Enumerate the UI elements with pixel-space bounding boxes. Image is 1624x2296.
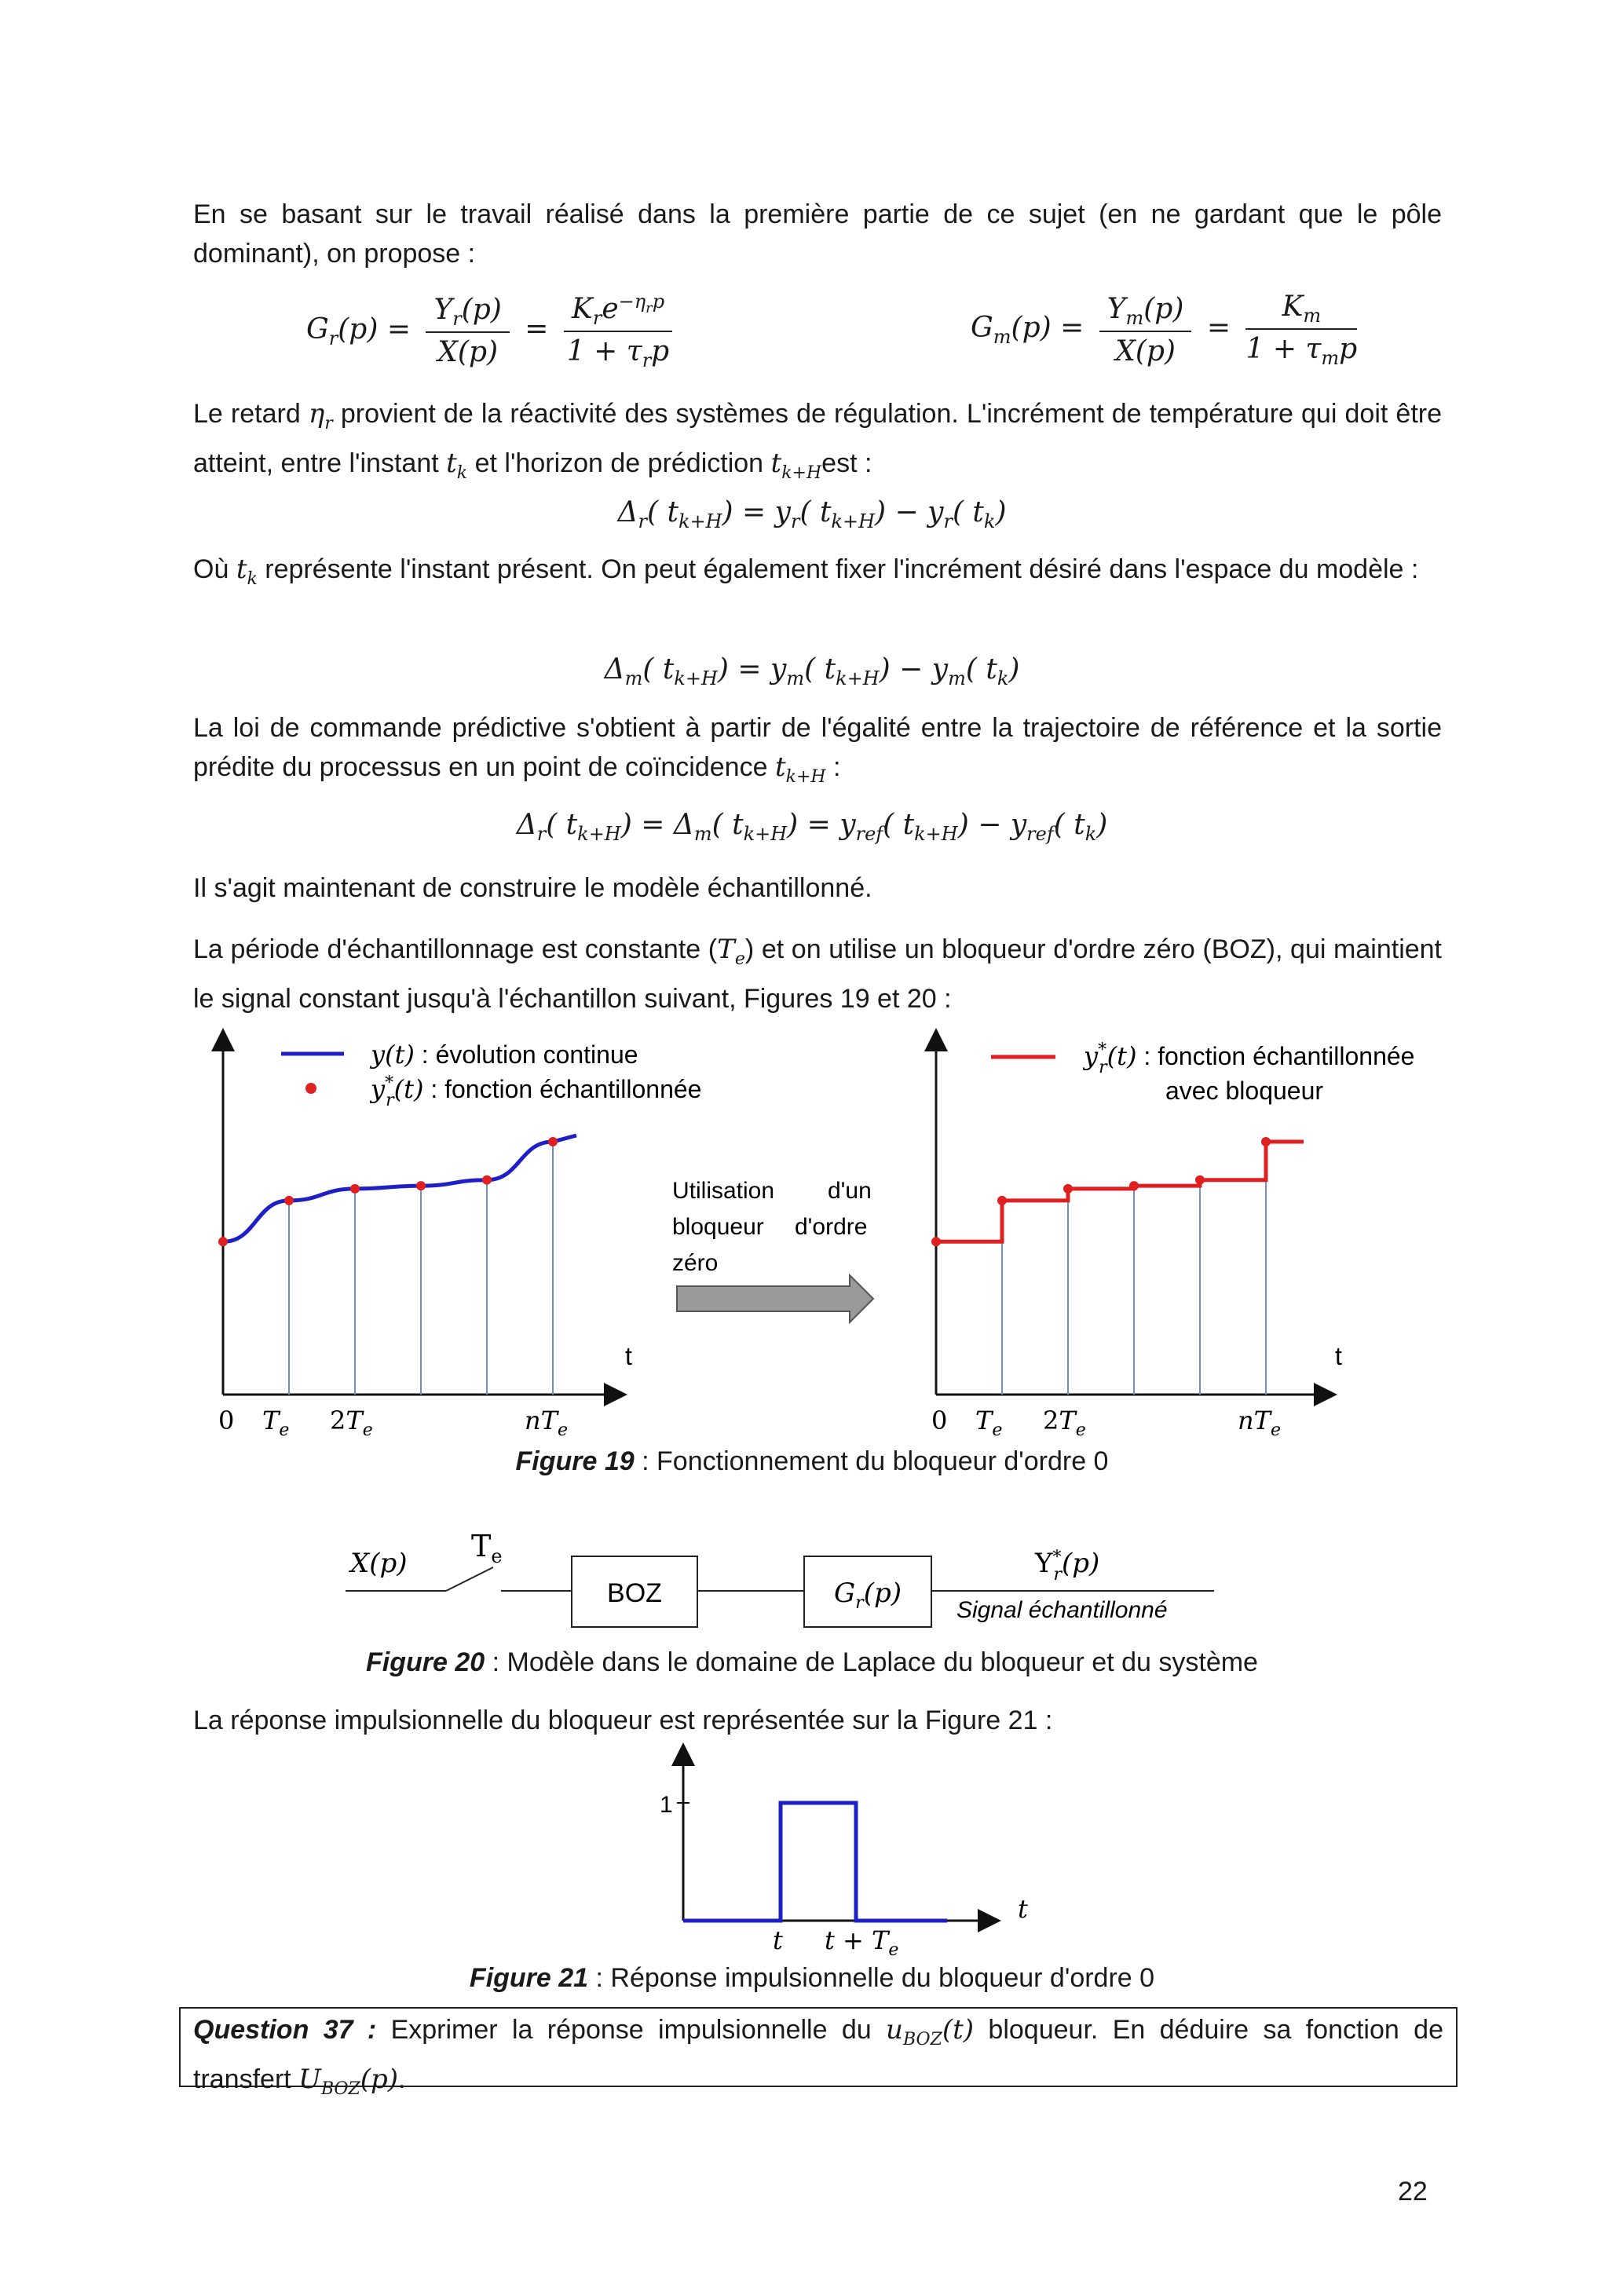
- right-sample-dot: [1261, 1137, 1271, 1146]
- continuous-curve: [223, 1135, 576, 1241]
- retard-paragraph: Le retard $\eta_r$ provient de la réactivité des systèmes de régulation. L'incrément de température qui doit être atteint, entre l'instant $t_k$ et l'horizon de prédiction $t_{k+H}est$ :: [193, 398, 1442, 483]
- arrow-text-2: bloqueur d'ordre: [672, 1214, 868, 1240]
- left-sample-dot: [350, 1184, 360, 1194]
- left-sample-dot: [284, 1196, 294, 1205]
- left-chart-marks: [218, 1135, 576, 1395]
- right-chart-marks: [931, 1137, 1304, 1395]
- right-sample-dot: [1195, 1175, 1205, 1185]
- equation-gr: $G_r(p)$ = $\frac{Y_r(p)}{X(p)}$ = $\frac{K_re^{-\eta_rp}}{1 + \tau_rp}$: [306, 291, 678, 371]
- gr-label: $G_r(p)$: [834, 1578, 902, 1613]
- switch-icon: [446, 1567, 493, 1591]
- equation-gm: $G_m(p)$ = $\frac{Y_m(p)}{X(p)}$ = $\frac{K_m}{1 + \tau_mp}$: [971, 291, 1358, 370]
- output-label: Y* r(p): [1035, 1548, 1100, 1585]
- reponse-paragraph: La réponse impulsionnelle du bloqueur est représentée sur la Figure 21 :: [193, 1706, 1053, 1735]
- left-sample-dot: [416, 1181, 426, 1190]
- fig21-t-label: t: [1018, 1894, 1028, 1924]
- periode-paragraph: La période d'échantillonnage est constante $(T_e)$ et on utilise un bloqueur d'ordre zéro (BOZ), qui maintient le signal constant jusqu'à l'échantillon suivant, Figures 19 et 20 :: [193, 934, 1443, 1014]
- right-sample-dot: [1129, 1181, 1139, 1190]
- intro-paragraph: En se basant sur le travail réalisé dans la première partie de ce sujet (en ne gardant que le pôle dominant), on propose :: [193, 199, 1442, 269]
- equation-delta-r: $\Delta_r$( $t_{k+H}) = y_r$( $t_{k+H}) - y_r$( $t_k$): [617, 496, 1007, 533]
- boz-label: BOZ: [607, 1578, 662, 1608]
- equation-delta-m: $\Delta_m$( $t_{k+H}) = y_m$( $t_{k+H}) - y_m$( $t_k$): [604, 653, 1020, 690]
- arrow-text-3: zéro: [672, 1250, 719, 1276]
- switch-label: $T_e$: [471, 1529, 503, 1567]
- arrow-icon: [677, 1275, 873, 1322]
- gr-lhs: $G_r(p)$ =: [306, 313, 411, 349]
- input-label: X(p): [350, 1548, 408, 1579]
- right-sample-dot: [1063, 1184, 1073, 1194]
- figure-19-caption: Figure 19 : Fonctionnement du bloqueur d'ordre 0: [515, 1446, 1109, 1476]
- output-caption: Signal échantillonné: [956, 1597, 1168, 1623]
- arrow-text-1: Utilisation d'un: [672, 1178, 872, 1204]
- left-t-label: t: [625, 1342, 632, 1370]
- fig21-y-tick: 1: [660, 1792, 673, 1818]
- fig21-tick-t-te: $t + T_e$: [825, 1925, 899, 1960]
- figure-21-caption: Figure 21 : Réponse impulsionnelle du bloqueur d'ordre 0: [469, 1963, 1155, 1993]
- gm-frac1: $\frac{Y_m(p)}{X(p)}$: [1099, 293, 1192, 367]
- legend-sampled-dot: [305, 1083, 316, 1094]
- left-tick-nte: $nT_e$: [525, 1406, 568, 1437]
- impulse-response-curve: [683, 1803, 947, 1921]
- right-tick-nte: $nT_e$: [1238, 1406, 1281, 1437]
- ou-paragraph: Où $t_k$ représente l'instant présent. On peut également fixer l'incrément désiré dans l'espace du modèle :: [193, 554, 1419, 589]
- equation-delta-ref: $\Delta_r$( $t_{k+H}) = \Delta_m$( $t_{k+H}) = y_{ref}$( $t_{k+H}) - y_{ref}$( $t_k$): [516, 809, 1108, 846]
- right-sample-dot: [931, 1237, 941, 1246]
- right-t-label: t: [1335, 1342, 1342, 1370]
- left-tick-0: 0: [218, 1406, 235, 1435]
- held-step-line: [936, 1142, 1304, 1241]
- right-sample-dot: [997, 1196, 1007, 1205]
- right-tick-2te: $2T_e$: [1043, 1406, 1086, 1437]
- left-sample-dot: [548, 1137, 558, 1146]
- page-number: 22: [1398, 2177, 1428, 2206]
- gr-frac2: $\frac{K_re^{-\eta_rp}}{1 + \tau_rp}$: [564, 291, 672, 371]
- figure-20-caption: Figure 20 : Modèle dans le domaine de Laplace du bloqueur et du système: [366, 1647, 1258, 1677]
- right-tick-0: 0: [931, 1406, 948, 1435]
- figure-19: [0, 1013, 1624, 1437]
- gm-frac2: $\frac{K_m}{1 + \tau_mp}$: [1245, 291, 1358, 370]
- legend-sampled-label: y* r(t) : fonction échantillonnée: [371, 1073, 702, 1110]
- loi-paragraph: La loi de commande prédictive s'obtient à partir de l'égalité entre la trajectoire de référence et la sortie prédite du processus en un point de coïncidence $t_{k+H}$ :: [193, 713, 1442, 787]
- left-sample-dot: [482, 1175, 492, 1185]
- legend-continuous-label: y(t) : évolution continue: [371, 1040, 638, 1069]
- left-tick-2te: $2T_e$: [330, 1406, 373, 1437]
- figure-21: [0, 1735, 1624, 1963]
- left-tick-te: $T_e$: [262, 1406, 290, 1437]
- question-box: Question 37 : Exprimer la réponse impulsionnelle du $u_{BOZ}(t)$ bloqueur. En déduire sa fonction de transfert $U_{BOZ}(p)$.: [179, 2007, 1458, 2087]
- modele-paragraph: Il s'agit maintenant de construire le modèle échantillonné.: [193, 873, 872, 903]
- gr-frac1: $\frac{Y_r(p)}{X(p)}$: [426, 294, 509, 368]
- right-tick-te: $T_e$: [975, 1406, 1003, 1437]
- legend-held-label-2: avec bloqueur: [1165, 1077, 1324, 1105]
- left-sample-dot: [218, 1237, 228, 1246]
- fig21-tick-t: t: [773, 1925, 783, 1955]
- figure-20: [0, 1515, 1624, 1641]
- legend-held-label: y* r(t) : fonction échantillonnée: [1084, 1040, 1415, 1077]
